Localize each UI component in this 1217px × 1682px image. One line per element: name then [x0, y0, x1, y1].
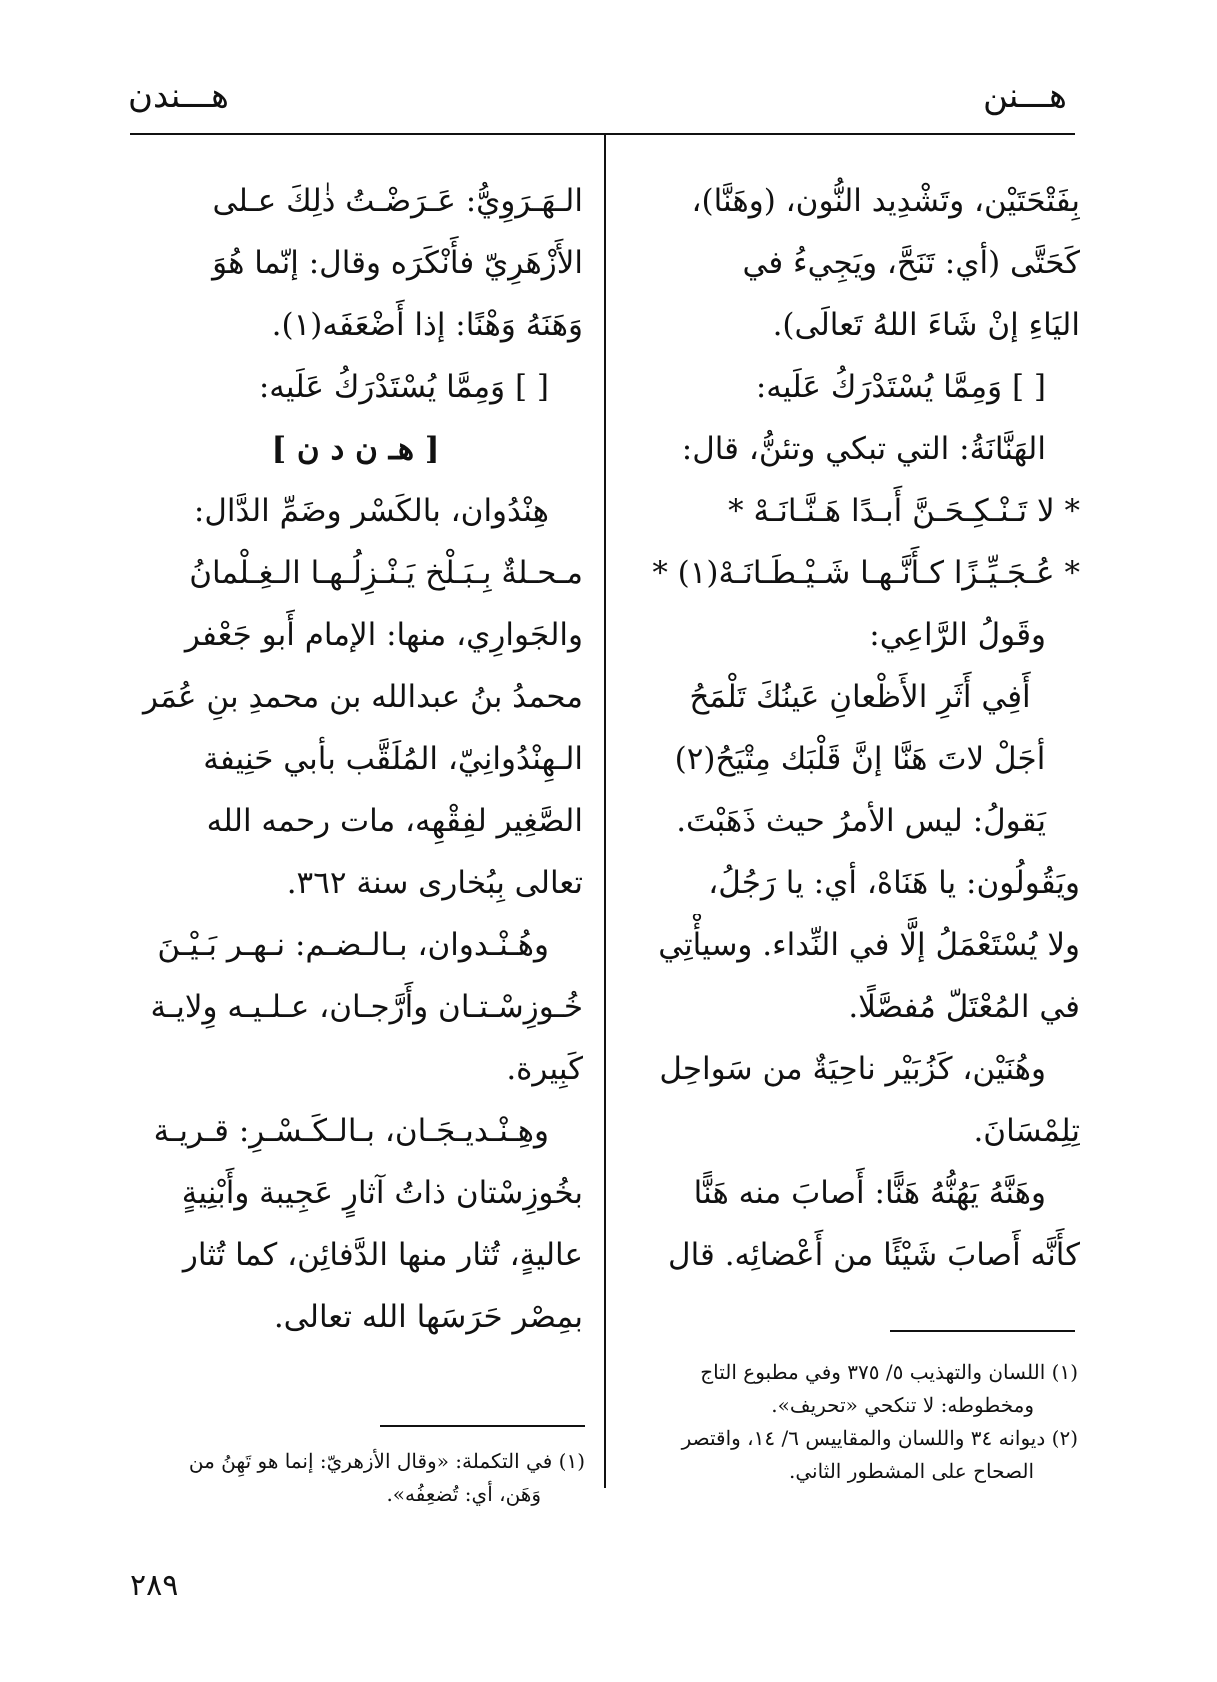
- text-line: وهَنَّهُ يَهُنُّهُ هَنًّا: أَصابَ منه هَنًّا: [693, 1175, 1046, 1211]
- text-line: [ ] وَمِمَّا يُسْتَدْرَكُ عَلَيه:: [258, 369, 549, 405]
- text-line: ولا يُسْتَعْمَلُ إلَّا في النِّداء. وسيأْتِي: [658, 927, 1080, 963]
- header-rule: [130, 133, 1075, 135]
- text-line: وَهَنَهُ وَهْنًا: إذا أَضْعَفَه(١).: [271, 307, 583, 343]
- running-header-left: هـــندن: [128, 76, 229, 116]
- text-line: الهَنَّانَةُ: التي تبكي وتئنُّ، قال:: [681, 431, 1046, 467]
- text-line: تِلِمْسَانَ.: [973, 1113, 1080, 1149]
- verse-line: أجَلْ لاتَ هَنَّا إنَّ قَلْبَك مِتْيَحُ(٢): [674, 741, 1046, 777]
- text-line: وهُـنْـدوان، بـالـضـم: نـهـر بَـيْـنَ: [157, 927, 549, 963]
- verse-line: * لا تَـنْـكِـحَـنَّ أَبـدًا هَـنَّـانَـهْ *: [728, 493, 1080, 529]
- text-line: عاليةٍ، تُثار منها الدَّفائِن، كما تُثار: [182, 1237, 583, 1273]
- running-header-right: هـــنن: [983, 76, 1067, 116]
- text-line: بخُوزِسْتان ذاتُ آثارٍ عَجِيبة وأَبْنِيةٍ: [181, 1175, 583, 1211]
- text-line: الـهَـرَوِيُّ: عَـرَضْـتُ ذٰلِكَ عـلى: [212, 183, 583, 219]
- footnotes-left: [130, 1445, 585, 1511]
- text-line: يَقولُ: ليس الأمرُ حيث ذَهَبْتَ.: [676, 803, 1046, 839]
- text-line: كَبِيرة.: [506, 1051, 583, 1087]
- page-number: ٢٨٩: [130, 1568, 179, 1603]
- left-column: [128, 170, 583, 1348]
- text-line: وهُنَيْن، كَزُبَيْر ناحِيَةٌ من سَواحِل: [659, 1051, 1046, 1087]
- entry-heading: [ هـ ن د ن ]: [271, 431, 440, 467]
- footnotes-right: [640, 1356, 1078, 1488]
- footnote-line: (١) اللسان والتهذيب ٥/ ٣٧٥ وفي مطبوع التاج: [700, 1360, 1078, 1384]
- footnote-rule-left: [380, 1425, 585, 1427]
- text-line: وهِـنْـديـجَـان، بـالـكَـسْـرِ: قـريـة: [153, 1113, 549, 1149]
- text-line: في المُعْتَلّ مُفصَّلًا.: [848, 989, 1080, 1025]
- text-line: مـحـلةٌ بِـبَـلْخ يَـنْـزِلُـهـا الـغِـلْمانُ: [189, 555, 583, 591]
- verse-line: أَفِي أَثَرِ الأَظْعانِ عَينُكَ تَلْمَحُ: [689, 679, 1031, 715]
- text-line: كأَنَّه أَصابَ شَيْئًا من أَعْضائِه. قال: [668, 1237, 1080, 1273]
- text-line: خُـوزِسْـتـان وأَرَّجـان، عـلـيـه وِلايـة: [150, 989, 583, 1025]
- footnote-line: (٢) ديوانه ٣٤ واللسان والمقاييس ٦/ ١٤، واقتصر: [681, 1426, 1078, 1450]
- right-column: [640, 170, 1080, 1286]
- text-line: اليَاءِ إنْ شَاءَ اللهُ تَعالَى).: [772, 307, 1080, 343]
- text-line: الـهِنْدُوانِيّ، المُلَقَّب بأبي حَنِيفة: [203, 741, 583, 777]
- footnote-line: وَهَن، أي: تُضعِفُه».: [386, 1482, 541, 1506]
- footnote-rule-right: [890, 1330, 1075, 1332]
- column-divider: [604, 133, 606, 1488]
- text-line: وقَولُ الرَّاعِي:: [869, 617, 1046, 653]
- text-line: الصَّغِير لفِقْهِه، مات رحمه الله: [206, 803, 583, 839]
- text-line: تعالى بِبُخارى سنة ٣٦٢.: [286, 865, 583, 901]
- text-line: كَحَتَّى (أي: تَنَحَّ، ويَجِيءُ في: [742, 245, 1080, 281]
- text-line: بمِصْر حَرَسَها الله تعالى.: [273, 1299, 583, 1335]
- text-line: ويَقُولُون: يا هَنَاهْ، أي: يا رَجُلُ،: [708, 865, 1080, 901]
- text-line: محمدُ بنُ عبدالله بن محمدِ بنِ عُمَر: [142, 679, 583, 715]
- text-line: الأَزْهَرِيّ فأَنْكَرَه وقال: إنّما هُوَ: [212, 245, 583, 281]
- text-line: والجَوارِي، منها: الإمام أَبو جَعْفر: [184, 617, 583, 653]
- footnote-line: ومخطوطه: لا تنكحي «تحريف».: [771, 1393, 1034, 1417]
- text-line: [ ] وَمِمَّا يُسْتَدْرَكُ عَلَيه:: [755, 369, 1046, 405]
- verse-line: * عُـجَـيِّـزًا كـأَنَّـهـا شَـيْـطَـانَـهْ(١) *: [652, 555, 1080, 591]
- footnote-line: الصحاح على المشطور الثاني.: [788, 1459, 1034, 1483]
- footnote-line: (١) في التكملة: «وقال الأزهريّ: إنما هو تَهِنُ من: [188, 1449, 585, 1473]
- text-line: بِفَتْحَتَيْن، وتَشْدِيد النُّون، (وهَنَّا)،: [691, 183, 1080, 219]
- text-line: هِنْدُوان، بالكَسْر وضَمِّ الدَّال:: [193, 493, 549, 529]
